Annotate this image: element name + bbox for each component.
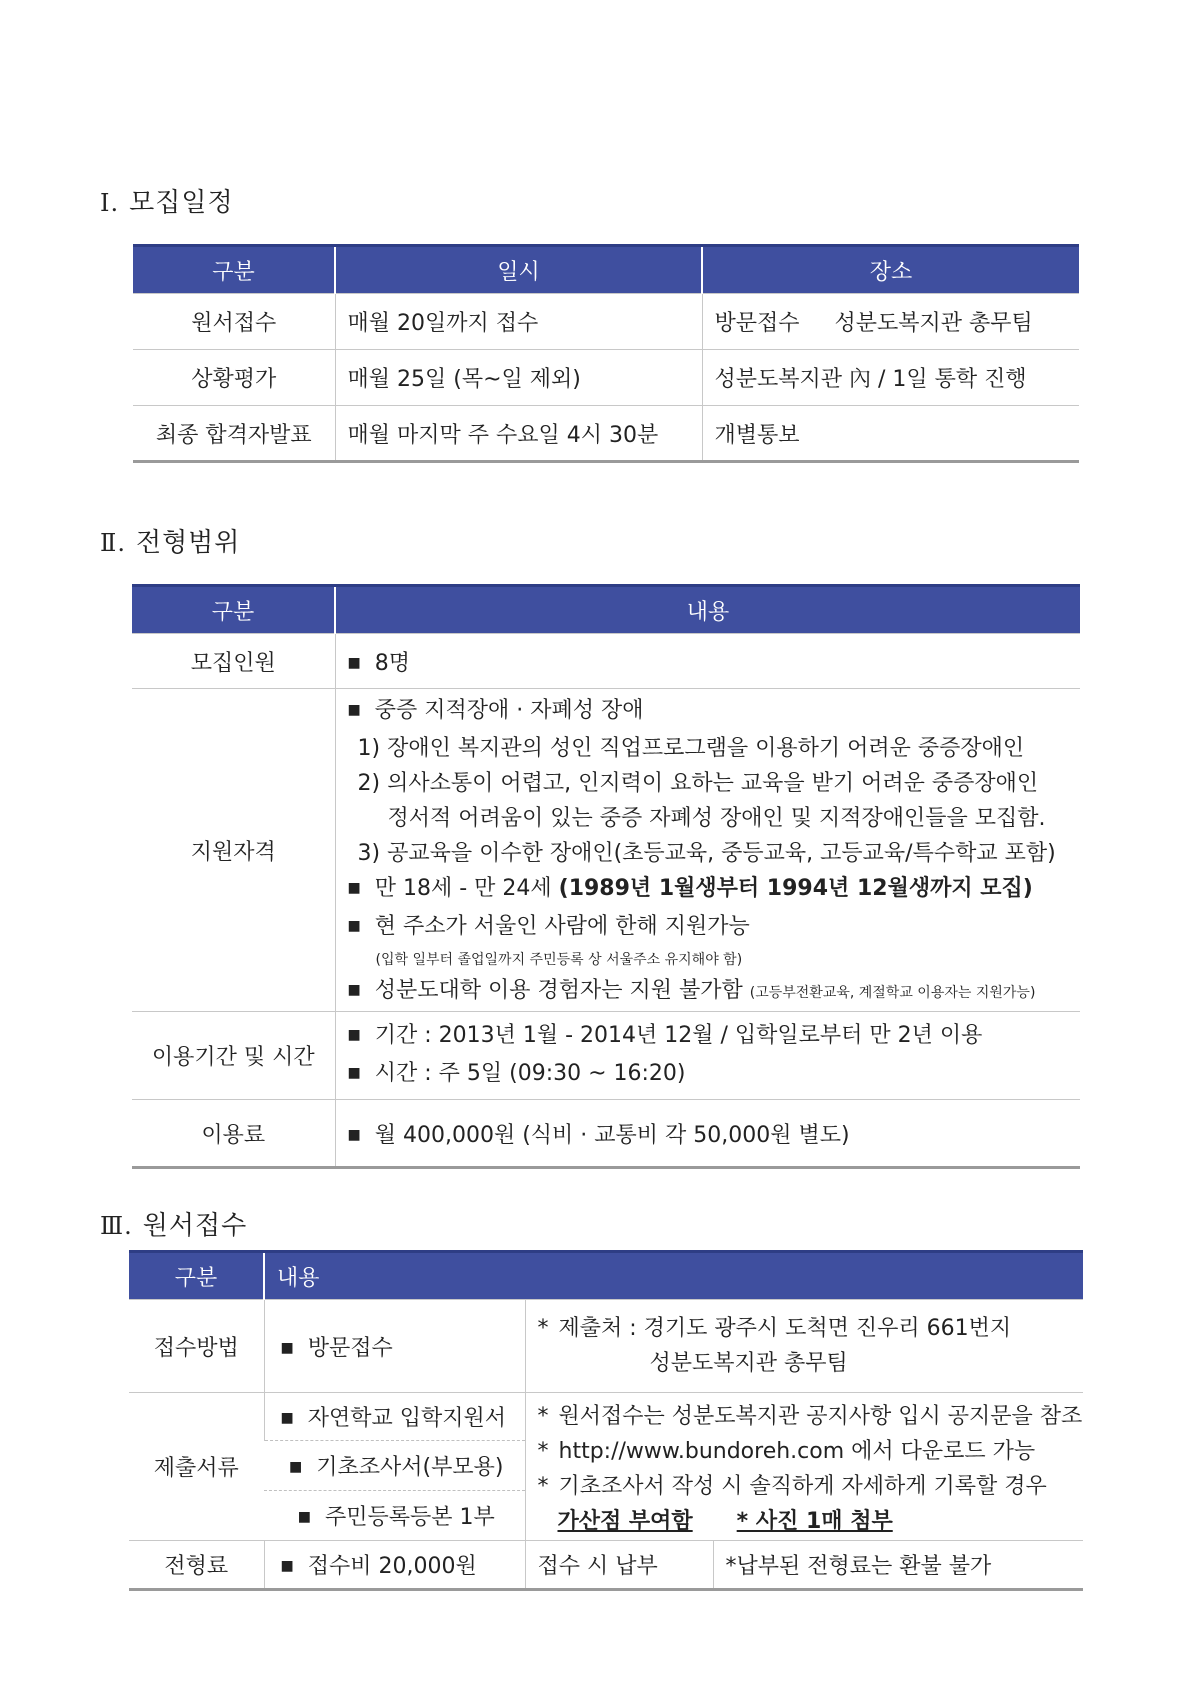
section2-number: Ⅱ.	[100, 529, 126, 557]
doc-item: ■ 기초조사서(부모용)	[289, 1455, 503, 1480]
header-location: 장소	[702, 246, 1079, 294]
table-row: 최종 합격자발표 매월 마지막 주 수요일 4시 30분 개별통보	[133, 406, 1079, 462]
section1-title: Ⅰ. 모집일정	[100, 188, 234, 218]
section3-number: Ⅲ.	[100, 1212, 133, 1240]
doc-item: ■ 자연학교 입학지원서	[281, 1406, 507, 1431]
table-row: 이용기간 및 시간 ■ 기간 : 2013년 1월 - 2014년 12월 / 입학일로부터 만 2년 이용 ■ 시간 : 주 5일 (09:30 ~ 16:20)	[132, 1012, 1080, 1100]
header-content: 내용	[335, 586, 1080, 634]
section2-title: Ⅱ. 전형범위	[100, 528, 241, 558]
section1-number: Ⅰ.	[100, 189, 120, 217]
table-row: 이용료 ■ 월 400,000원 (식비 · 교통비 각 50,000원 별도)	[132, 1100, 1080, 1168]
table-row: 지원자격 ■ 중증 지적장애 · 자폐성 장애 1) 장애인 복지관의 성인 직업프로그램을 이용하기 어려운 중증장애인 2) 의사소통이 어렵고, 인지력이 요하는 교육을 받기 어려운 중증장애인 정서적 어려움이 있는 중증 자폐성 장애인 및 지적장애인들을 모집함. 3) 공교육을 이수한 장애인(초등교육, 중등교육, 고등교육/특수학교 포함) ■ 만 18세 - 만 24세 (1989년 1월생부터 1994년 12월생까지 모집) ■ 현 주소가 서울인 사람에 한해 지원가능 (입학 일부터 졸업일까지 주민등록 상 서울주소 유지해야 함) ■ 성분도대학 이용 경험자는 지원 불가함 (고등부전환교육, 계절학교 이용자는 지원가능)	[132, 689, 1080, 1012]
recruit-count: ■ 8명	[348, 651, 410, 676]
header-datetime: 일시	[335, 246, 702, 294]
header-category: 구분	[129, 1252, 264, 1300]
table-row: 제출서류 ■ 자연학교 입학지원서 * 원서접수는 성분도복지관 공지사항 입시 공지문을 참조 * http://www.bundoreh.com 에서 다운로드 가능 * 기초조사서 작성 시 솔직하게 자세하게 기록할 경우 가산점 부여함 * 사진 1매 첨부	[129, 1393, 1083, 1441]
table-row: 모집인원 ■ 8명	[132, 634, 1080, 689]
table-row: 전형료 ■ 접수비 20,000원 접수 시 납부 *납부된 전형료는 환불 불가	[129, 1541, 1083, 1590]
table-row: 상황평가 매월 25일 (목~일 제외) 성분도복지관 內 / 1일 통학 진행	[133, 350, 1079, 406]
application-table	[129, 1250, 1083, 1591]
header-content: 내용	[264, 1252, 1083, 1300]
table-row: 원서접수 매월 20일까지 접수 방문접수 성분도복지관 총무팀	[133, 294, 1079, 350]
section3-title: Ⅲ. 원서접수	[100, 1211, 248, 1241]
header-category: 구분	[133, 246, 335, 294]
table-header-row	[129, 1252, 1083, 1300]
table-header-row	[133, 246, 1079, 294]
doc-item: ■ 주민등록등본 1부	[298, 1505, 495, 1530]
eligibility-table	[132, 584, 1080, 1169]
schedule-table	[133, 244, 1079, 463]
table-header-row	[132, 586, 1080, 634]
header-category: 구분	[132, 586, 335, 634]
table-row: 접수방법 ■ 방문접수 * 제출처 : 경기도 광주시 도척면 진우리 661번지 성분도복지관 총무팀	[129, 1300, 1083, 1393]
